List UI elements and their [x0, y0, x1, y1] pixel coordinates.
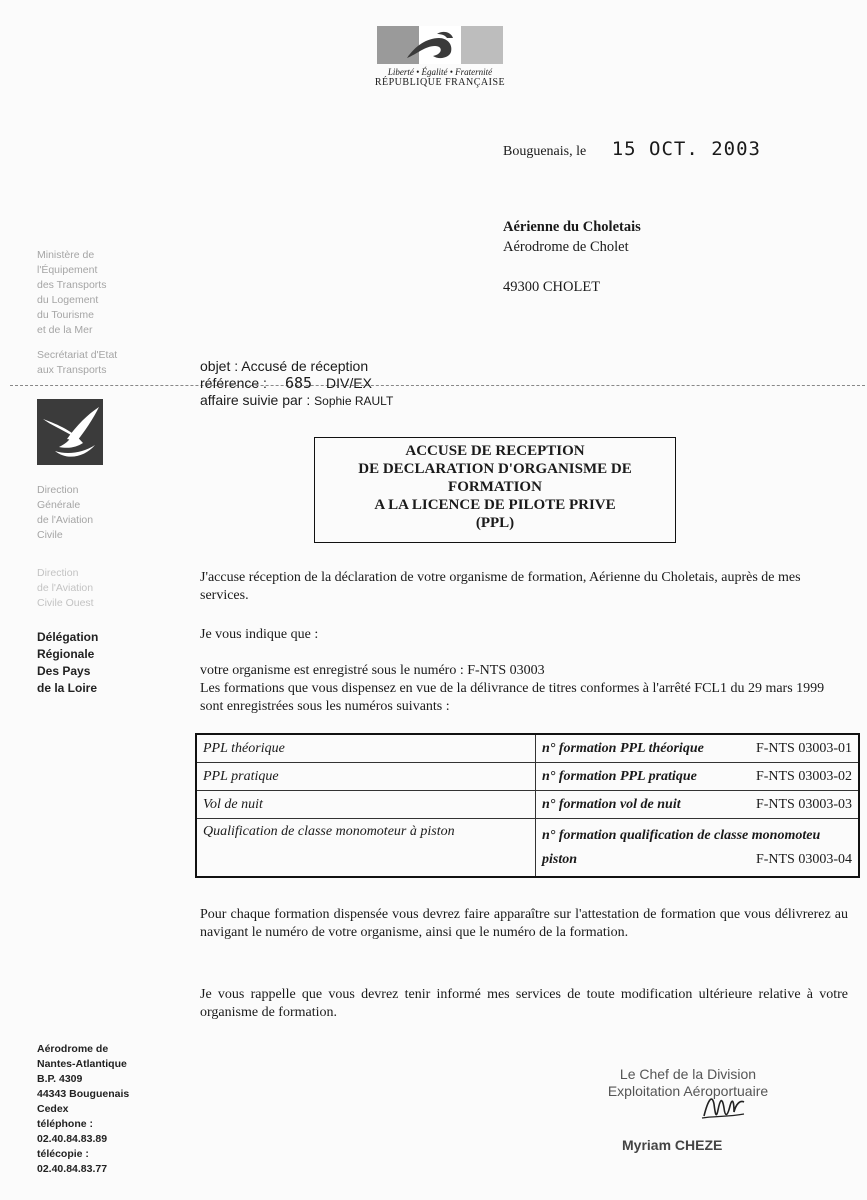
republic-logo — [374, 26, 506, 88]
ministry-line: et de la Mer — [37, 324, 93, 336]
formation-label: n° formation qualification de classe monomoteu — [542, 827, 821, 843]
title-line: FORMATION — [448, 479, 542, 495]
delegation-line: de la Loire — [37, 681, 98, 695]
reference-number: 685 — [284, 374, 313, 392]
affaire-value: Sophie RAULT — [314, 394, 394, 408]
formation-name: Vol de nuit — [196, 791, 536, 819]
formation-label: n° formation vol de nuit — [542, 796, 681, 812]
ministry-block — [37, 248, 147, 338]
objet-label: objet : — [200, 358, 239, 374]
formation-number: F-NTS 03003-03 — [755, 796, 852, 812]
registration-number-line: votre organisme est enregistré sous le numéro : F-NTS 03003 — [200, 663, 545, 678]
table-row — [196, 734, 859, 763]
recipient-city: 49300 CHOLET — [503, 279, 601, 295]
recipient-line2: Aérodrome de Cholet — [503, 239, 629, 255]
recipient-address — [503, 217, 641, 297]
direction-line: de l'Aviation — [37, 582, 94, 594]
formation-label: n° formation PPL pratique — [542, 768, 697, 784]
paragraph-instructions: Pour chaque formation dispensée vous devrez faire apparaître sur l'attestation de formation que vous délivrerez au navigant le numéro de votre organisme, ainsi que le numéro de la formation. — [200, 907, 848, 940]
reference-line — [200, 375, 393, 392]
ministry-line: des Transports — [37, 279, 107, 291]
ministry-line: du Logement — [37, 294, 99, 306]
address-line: Aérodrome de — [37, 1043, 109, 1055]
title-line: A LA LICENCE DE PILOTE PRIVE — [374, 497, 616, 513]
formation-name: PPL pratique — [196, 763, 536, 791]
ministry-line: Ministère de — [37, 249, 95, 261]
secretariat-line: aux Transports — [37, 364, 107, 376]
date-line — [503, 138, 761, 160]
address-line: 02.40.84.83.77 — [37, 1163, 108, 1175]
formation-name: Qualification de classe monomoteur à piston — [196, 819, 536, 878]
secretariat-line: Secrétariat d'Etat — [37, 349, 118, 361]
direction-line: Direction — [37, 567, 79, 579]
title-line: DE DECLARATION D'ORGANISME DE — [358, 461, 632, 477]
table-row — [196, 791, 859, 819]
dgac-bird-icon — [37, 399, 103, 465]
direction-line: Civile Ouest — [37, 597, 94, 609]
delegation-line: Délégation — [37, 630, 99, 644]
handwritten-signature-icon — [700, 1090, 746, 1124]
date-prefix: Bouguenais, le — [503, 144, 587, 159]
address-line: B.P. 4309 — [37, 1073, 83, 1085]
signatory-title-line: Exploitation Aéroportuaire — [607, 1083, 769, 1099]
signatory-title-line: Le Chef de la Division — [619, 1066, 757, 1082]
address-line: télécopie : — [37, 1148, 89, 1160]
dgac-name — [37, 483, 147, 543]
affaire-line — [200, 392, 393, 410]
title-line: (PPL) — [475, 515, 515, 531]
address-line: 44343 Bouguenais — [37, 1088, 130, 1100]
formation-label: n° formation PPL théorique — [542, 740, 704, 756]
delegation-line: Des Pays — [37, 664, 91, 678]
formation-number: F-NTS 03003-02 — [755, 768, 852, 784]
paragraph-reminder: Je vous rappelle que vous devrez tenir informé mes services de toute modification ultérieure relative à votre organisme de formation. — [200, 987, 848, 1020]
dgac-line: Générale — [37, 499, 81, 511]
sender-address — [37, 1042, 157, 1177]
delegation-name — [37, 629, 157, 697]
paragraph-indication: Je vous indique que : — [200, 627, 319, 642]
ministry-line: l'Équipement — [37, 264, 98, 276]
signatory-title — [588, 1066, 788, 1100]
formation-number-cell — [536, 763, 860, 791]
address-line: Nantes-Atlantique — [37, 1058, 127, 1070]
dgac-line: Direction — [37, 484, 79, 496]
dgac-line: de l'Aviation — [37, 514, 94, 526]
formation-label-continued: piston — [542, 851, 578, 867]
formation-number-cell — [536, 734, 860, 763]
divider-rule — [10, 385, 865, 386]
paragraph-acknowledgement: J'accuse réception de la déclaration de votre organisme de formation, Aérienne du Choletais, auprès de mes services. — [200, 570, 801, 603]
address-line: Cedex — [37, 1103, 69, 1115]
date-stamp: 15 OCT. 2003 — [611, 138, 761, 160]
formation-name: PPL théorique — [196, 734, 536, 763]
objet-value: Accusé de réception — [241, 358, 369, 374]
republic-name: RÉPUBLIQUE FRANÇAISE — [374, 77, 506, 88]
reference-label: référence : — [200, 375, 267, 391]
title-line: ACCUSE DE RECEPTION — [405, 443, 585, 459]
formations-intro: Les formations que vous dispensez en vue de la délivrance de titres conformes à l'arrêté FCL1 du 29 mars 1999 sont enregistrées sous les numéros suivants : — [200, 681, 825, 714]
reference-block — [200, 358, 393, 410]
marianne-icon — [377, 26, 503, 64]
ministry-line: du Tourisme — [37, 309, 95, 321]
affaire-label: affaire suivie par : — [200, 392, 311, 408]
signatory-name: Myriam CHEZE — [622, 1137, 723, 1153]
recipient-name: Aérienne du Choletais — [503, 219, 641, 235]
republic-motto: Liberté • Égalité • Fraternité — [387, 67, 493, 77]
table-row — [196, 763, 859, 791]
objet-line — [200, 358, 393, 375]
formation-number-cell — [536, 791, 860, 819]
sidebar-ministry — [37, 248, 147, 388]
paragraph-registration — [200, 662, 848, 716]
formation-number-cell — [536, 819, 860, 878]
direction-name — [37, 566, 147, 611]
table-row — [196, 819, 859, 878]
delegation-line: Régionale — [37, 647, 95, 661]
reference-suffix: DIV/EX — [326, 375, 372, 391]
dgac-line: Civile — [37, 529, 63, 541]
formation-number: F-NTS 03003-01 — [755, 740, 852, 756]
formations-table — [195, 733, 860, 878]
secretariat-block — [37, 348, 147, 378]
address-line: téléphone : — [37, 1118, 94, 1130]
document-title-box — [314, 437, 676, 543]
formation-number: F-NTS 03003-04 — [755, 851, 852, 867]
address-line: 02.40.84.83.89 — [37, 1133, 108, 1145]
